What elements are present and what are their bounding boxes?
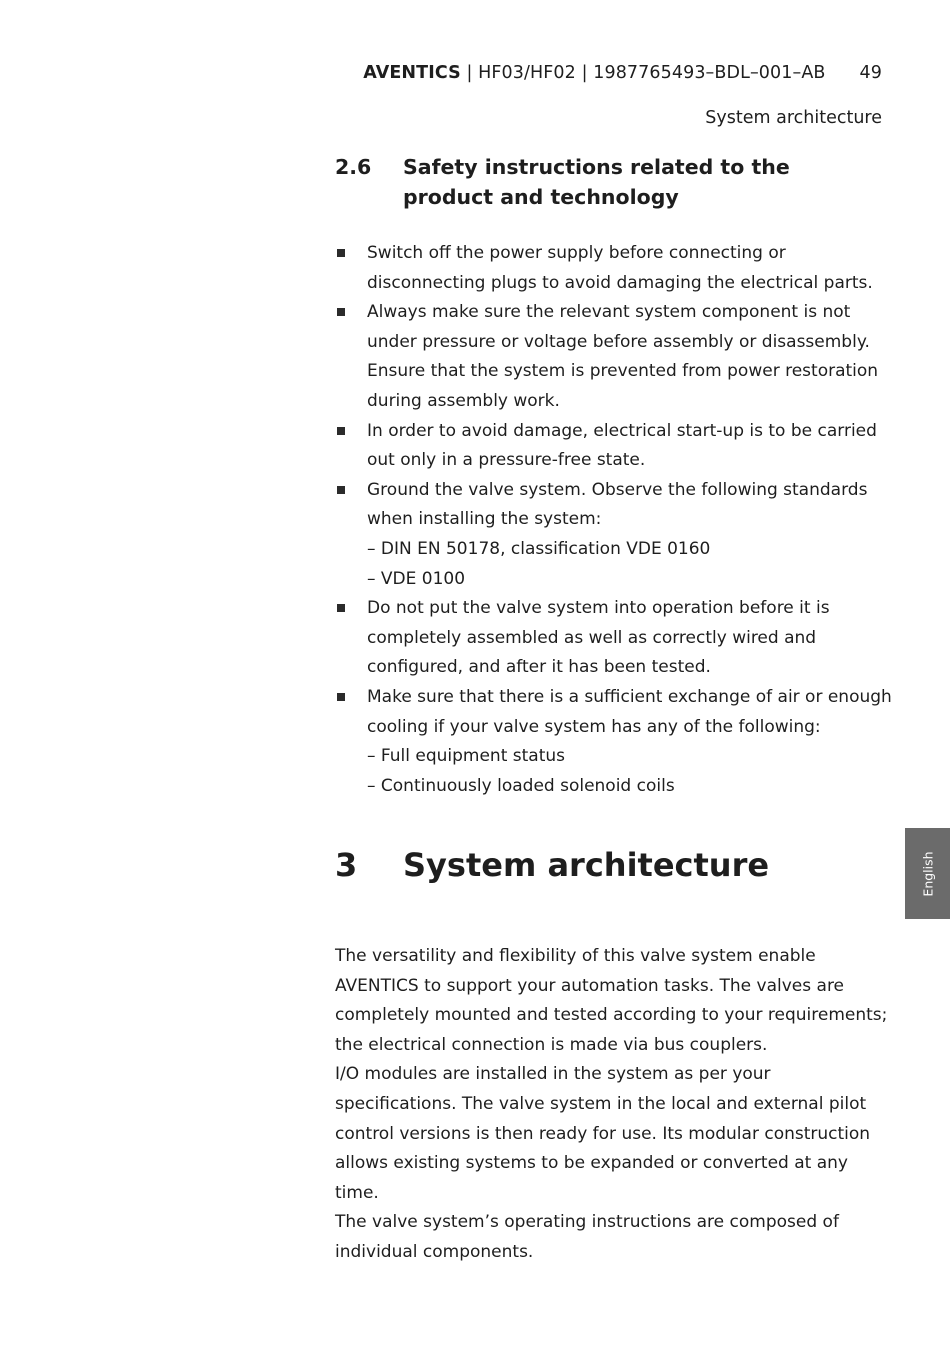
- list-item: [335, 417, 895, 476]
- chapter-title: System architecture: [403, 846, 770, 884]
- chapter-body: [335, 942, 895, 1268]
- sub-list-item: – Continuously loaded solenoid coils: [367, 775, 675, 796]
- language-tab-label: English: [920, 850, 935, 897]
- paragraph: I/O modules are installed in the system as per your specifications. The valve system in the local and external pilot control versions is then ready for use. Its modular construction allows existing systems to be expanded or converted at any time.: [335, 1064, 871, 1203]
- list-item: [335, 683, 895, 801]
- bullet-square-icon: [337, 427, 345, 435]
- section-number: 2.6: [335, 155, 372, 179]
- sub-list-item: – DIN EN 50178, classification VDE 0160: [367, 538, 711, 559]
- chapter-number: 3: [335, 846, 358, 884]
- paragraph: The versatility and flexibility of this valve system enable AVENTICS to support your automation tasks. The valves are completely mounted and tested according to your requirements; the electrical connection is made via bus couplers.: [335, 946, 888, 1055]
- list-item: [335, 298, 895, 416]
- list-item-text: Do not put the valve system into operation before it is completely assembled as well as correctly wired and configured, and after it has been tested.: [367, 598, 830, 678]
- section-title: Safety instructions related to the product and technology: [403, 155, 790, 209]
- bullet-square-icon: [337, 693, 345, 701]
- list-item-text: Ground the valve system. Observe the following standards when installing the system:: [367, 479, 868, 530]
- list-item: [335, 239, 895, 298]
- sub-list-item: – VDE 0100: [367, 568, 466, 589]
- brand-name: AVENTICS: [363, 63, 461, 83]
- paragraph: The valve system’s operating instructions are composed of individual components.: [335, 1212, 839, 1262]
- language-side-tab: [905, 828, 950, 919]
- bullet-square-icon: [337, 249, 345, 257]
- running-section-title: System architecture: [705, 108, 882, 128]
- list-item: [335, 476, 895, 594]
- bullet-square-icon: [337, 308, 345, 316]
- list-item-text: Switch off the power supply before connecting or disconnecting plugs to avoid damaging the electrical parts.: [367, 243, 873, 293]
- list-item-text: Make sure that there is a sufficient exchange of air or enough cooling if your valve system has any of the following:: [367, 686, 892, 737]
- document-reference: | HF03/HF02 | 1987765493–BDL–001–AB: [460, 63, 826, 83]
- sub-list-item: – Full equipment status: [367, 746, 566, 767]
- page-header: [363, 63, 882, 83]
- page-number: 49: [859, 63, 882, 83]
- list-item: [335, 594, 895, 683]
- list-item-text: In order to avoid damage, electrical start-up is to be carried out only in a pressure-free state.: [367, 420, 877, 471]
- bullet-square-icon: [337, 486, 345, 494]
- safety-instructions-list: [335, 239, 895, 801]
- list-item-text: Always make sure the relevant system component is not under pressure or voltage before assembly or disassembly. Ensure that the system is prevented from power restoration during assembly work.: [367, 302, 879, 411]
- bullet-square-icon: [337, 604, 345, 612]
